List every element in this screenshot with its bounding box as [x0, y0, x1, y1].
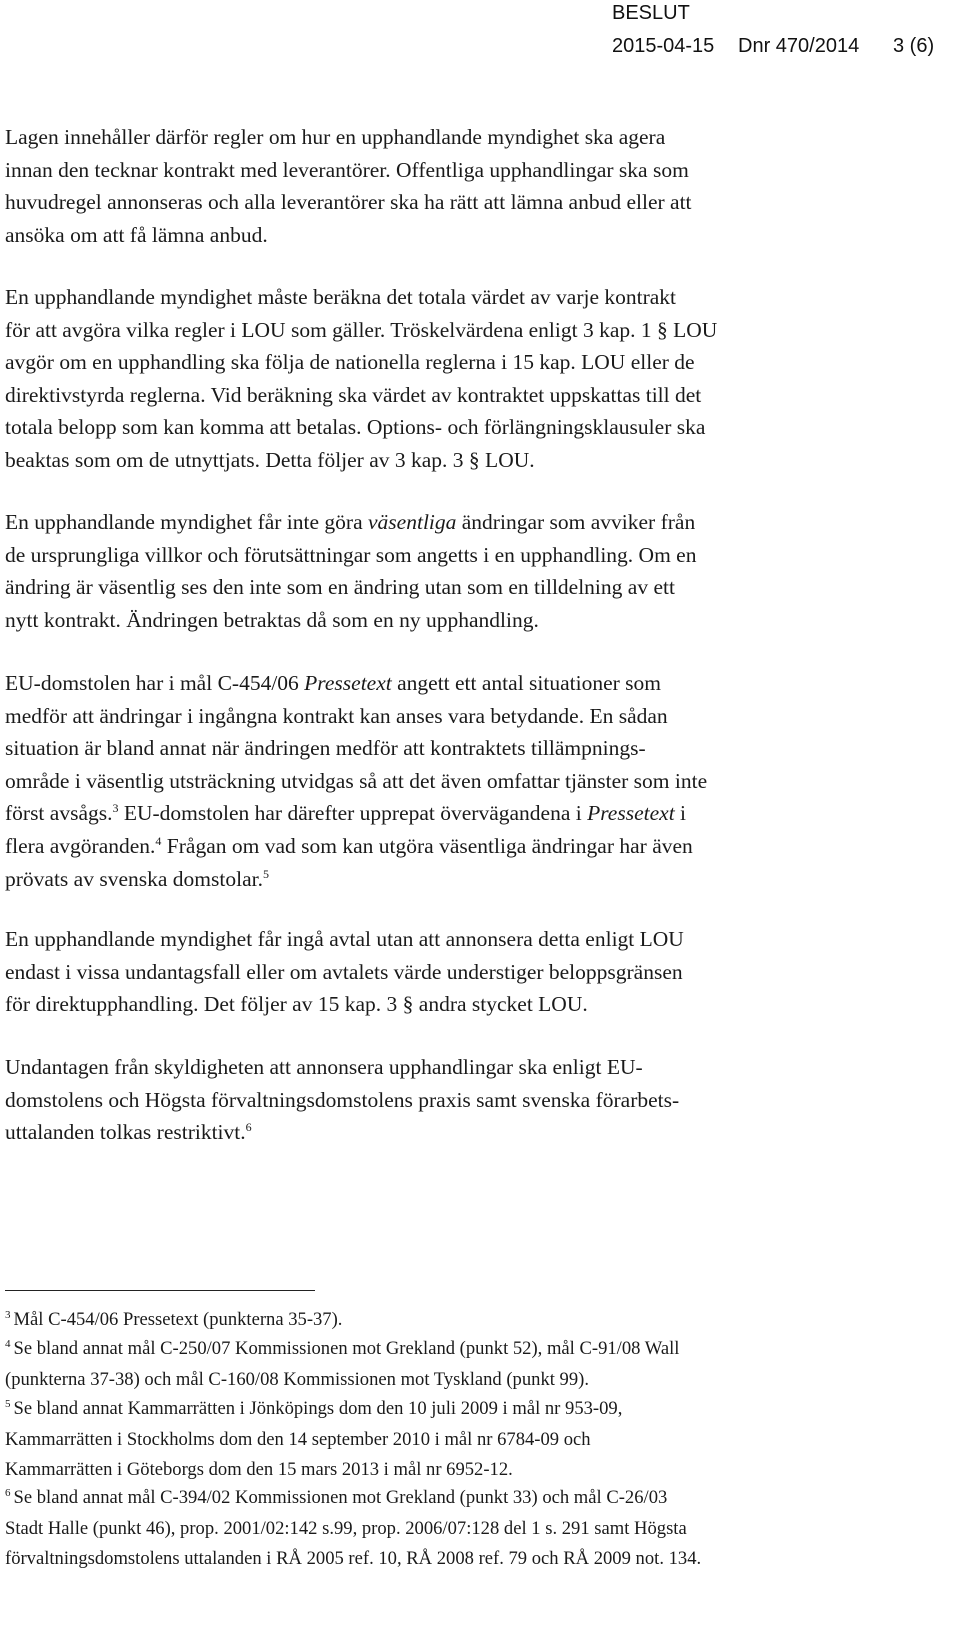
footnote-text: Kammarrätten i Göteborgs dom den 15 mars 2013 i mål nr 6952-12.	[5, 1459, 513, 1480]
page-number: 3 (6)	[893, 35, 935, 57]
text-line: En upphandlande myndighet måste beräkna det totala värdet av varje kontrakt	[5, 285, 677, 309]
text-line: först avsågs.$^3$ EU-domstolen har därefter upprepat övervägandena i Pressetext i	[5, 801, 687, 826]
paragraph-4	[5, 667, 915, 895]
text-line: En upphandlande myndighet får ingå avtal utan att annonsera detta enligt LOU	[5, 927, 684, 951]
footnote-6	[5, 1483, 915, 1575]
footnote-text: Mål C-454/06 Pressetext (punkterna 35-37).	[13, 1309, 343, 1330]
case-name: Pressetext	[304, 671, 392, 695]
text-line: domstolens och Högsta förvaltningsdomstolens praxis samt svenska förarbets-	[5, 1087, 680, 1112]
text-line: Lagen innehåller därför regler om hur en upphandlande myndighet ska agera	[5, 125, 666, 149]
text-line: flera avgöranden.$^4$ Frågan om vad som kan utgöra väsentliga ändringar har även	[5, 833, 693, 858]
paragraph-2	[5, 281, 915, 477]
footnote-ref: 6	[245, 1120, 252, 1135]
footnote-3	[5, 1305, 915, 1336]
text-line: huvudregel annonseras och alla leverantörer ska ha rätt att lämna anbud eller att	[5, 190, 692, 215]
footnote-number: 6	[5, 1486, 11, 1499]
text-line: totala belopp som kan komma att betalas. Options- och förlängningsklausuler ska	[5, 415, 706, 440]
footnote-5	[5, 1394, 915, 1486]
text-line: direktivstyrda reglerna. Vid beräkning ska värdet av kontraktet uppskattas till det	[5, 382, 702, 407]
text-line: ändring är väsentlig ses den inte som en ändring utan som en tilldelning av ett	[5, 575, 675, 600]
footnote-number: 4	[5, 1337, 11, 1350]
decision-date: 2015-04-15	[612, 35, 715, 57]
text-line: EU-domstolen har i mål C-454/06 Pressetext angett ett antal situationer som	[5, 671, 662, 695]
text-line: medför att ändringar i ingångna kontrakt kan anses vara betydande. En sådan	[5, 703, 668, 728]
case-name: Pressetext	[587, 801, 675, 826]
text-line: de ursprungliga villkor och förutsättningar som angetts i en upphandling. Om en	[5, 542, 697, 567]
document-header	[612, 0, 960, 66]
footnote-text: Stadt Halle (punkt 46), prop. 2001/02:142 s.99, prop. 2006/07:128 del 1 s. 291 samt Högsta	[5, 1517, 687, 1539]
paragraph-5	[5, 923, 915, 1021]
text-line: Undantagen från skyldigheten att annonsera upphandlingar ska enligt EU-	[5, 1055, 643, 1079]
footnote-text: förvaltningsdomstolens uttalanden i RÅ 2005 ref. 10, RÅ 2008 ref. 79 och RÅ 2009 not. 134.	[5, 1548, 702, 1569]
document-type: BESLUT	[612, 2, 690, 24]
footnote-ref: 5	[262, 866, 269, 881]
text-line: för direktupphandling. Det följer av 15 kap. 3 § andra stycket LOU.	[5, 992, 588, 1017]
text-line: endast i vissa undantagsfall eller om avtalets värde understiger beloppsgränsen	[5, 959, 683, 984]
text-line: beaktas som om de utnyttjats. Detta följer av 3 kap. 3 § LOU.	[5, 447, 535, 472]
footnote-text: Kammarrätten i Stockholms dom den 14 september 2010 i mål nr 6784-09 och	[5, 1428, 591, 1450]
footnote-number: 3	[5, 1308, 11, 1321]
footnote-4	[5, 1334, 915, 1395]
emphasis-text: väsentliga	[368, 510, 457, 534]
text-line: prövats av svenska domstolar.$^5$	[5, 866, 269, 891]
footnote-text: (punkterna 37-38) och mål C-160/08 Kommissionen mot Tyskland (punkt 99).	[5, 1368, 589, 1390]
footnote-ref: 3	[112, 801, 119, 816]
paragraph-3	[5, 506, 915, 636]
text-line: avgör om en upphandling ska följa de nationella reglerna i 15 kap. LOU eller de	[5, 350, 695, 375]
footnote-text: Se bland annat mål C-394/02 Kommissionen mot Grekland (punkt 33) och mål C-26/03	[13, 1487, 668, 1508]
text-line: situation är bland annat när ändringen medför att kontraktets tillämpnings-	[5, 736, 646, 761]
footnote-text: Se bland annat Kammarrätten i Jönköpings dom den 10 juli 2009 i mål nr 953-09,	[13, 1398, 623, 1419]
paragraph-6	[5, 1051, 915, 1149]
footnote-number: 5	[5, 1397, 11, 1410]
paragraph-1	[5, 121, 915, 251]
text-line: innan den tecknar kontrakt med leverantörer. Offentliga upphandlingar ska som	[5, 157, 689, 182]
text-line: uttalanden tolkas restriktivt.$^6$	[5, 1120, 252, 1145]
footnote-text: Se bland annat mål C-250/07 Kommissionen mot Grekland (punkt 52), mål C-91/08 Wall	[13, 1338, 680, 1359]
footnote-ref: 4	[155, 833, 162, 848]
text-line: område i väsentlig utsträckning utvidgas så att det även omfattar tjänster som inte	[5, 768, 708, 793]
text-line: för att avgöra vilka regler i LOU som gäller. Tröskelvärdena enligt 3 kap. 1 § LOU	[5, 317, 718, 342]
text-line: ansöka om att få lämna anbud.	[5, 222, 268, 247]
footnote-separator	[5, 1290, 315, 1291]
text-line: nytt kontrakt. Ändringen betraktas då som en ny upphandling.	[5, 607, 539, 632]
case-number: Dnr 470/2014	[738, 35, 860, 57]
text-line: En upphandlande myndighet får inte göra väsentliga ändringar som avviker från	[5, 510, 696, 534]
